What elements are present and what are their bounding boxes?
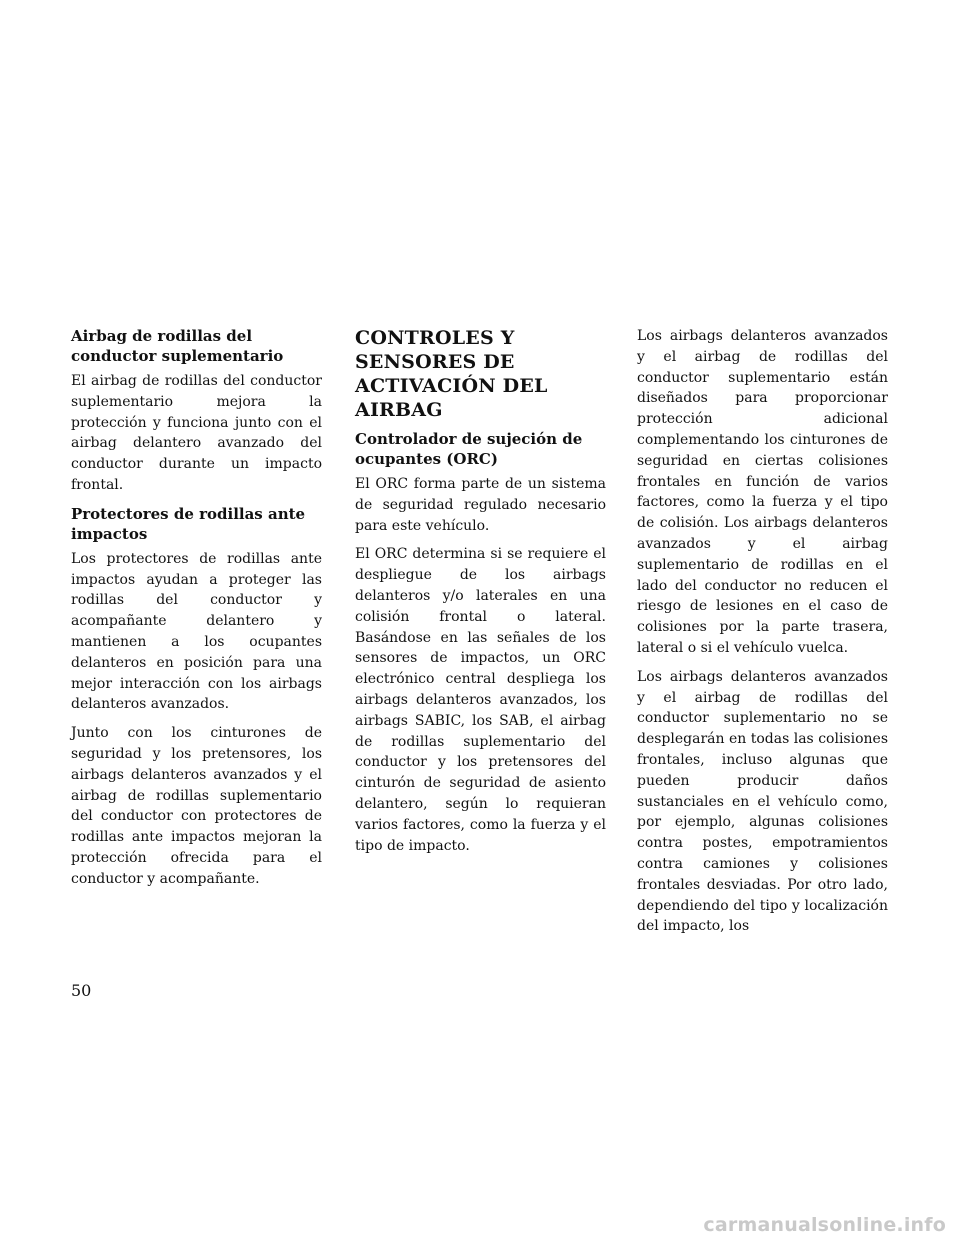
section-title: CONTROLES Y SENSORES DE ACTIVACIÓN DEL AIRBAG — [355, 327, 548, 421]
paragraph-knee-bolsters: Los protectores de rodillas ante impactos ayudan a proteger las rodillas del conductor y acompañante delantero y mantienen a los ocupantes delanteros en posición para una mejor interacción con los airbags delanteros avanzados. — [71, 550, 322, 713]
column-left — [71, 326, 322, 898]
paragraph-orc-deploy: El ORC determina si se requiere el despliegue de los airbags delanteros y/o laterales en una colisión frontal o lateral. Basándose en las señales de los sensores de impactos, un ORC electrónico central despliega los airbags delanteros avanzados, los airbags SABIC, los SAB, el airbag de rodillas suplementario del conductor y los pretensores del cinturón de seguridad de asiento delantero, según lo requieran varios factores, como la fuerza y el tipo de impacto. — [355, 546, 606, 854]
paragraph-orc-intro: El ORC forma parte de un sistema de seguridad regulado necesario para este vehículo. — [355, 476, 606, 534]
column-right — [637, 326, 888, 945]
paragraph-knee-airbag: El airbag de rodillas del conductor suplementario mejora la protección y funciona junto con el airbag delantero avanzado del conductor durante un impacto frontal. — [71, 373, 322, 493]
heading-knee-airbag: Airbag de rodillas del conductor suplementario — [71, 327, 284, 365]
paragraph-no-deploy: Los airbags delanteros avanzados y el airbag de rodillas del conductor suplementario no se desplegarán en todas las colisiones frontales, incluso algunas que pueden producir daños sustanciales en el vehículo como, por ejemplo, algunas colisiones contra postes, empotramientos contra camiones y colisiones frontales desviadas. Por otro lado, dependiendo del tipo y localización del impacto, los — [637, 668, 888, 935]
heading-orc: Controlador de sujeción de ocupantes (ORC) — [355, 430, 583, 468]
page-number: 50 — [71, 981, 92, 1000]
watermark: carmanualsonline.info — [703, 1214, 946, 1236]
paragraph-protection: Los airbags delanteros avanzados y el airbag de rodillas del conductor suplementario están diseñados para proporcionar protección adicional complementando los cinturones de seguridad en ciertas colisiones frontales en función de varios factores, como la fuerza y el tipo de colisión. Los airbags delanteros avanzados y el airbag suplementario de rodillas en el lado del conductor no reducen el riesgo de lesiones en el caso de colisiones por la parte trasera, lateral o si el vehículo vuelca. — [637, 328, 888, 656]
paragraph-seatbelts: Junto con los cinturones de seguridad y los pretensores, los airbags delanteros avanzados y el airbag de rodillas suplementario del conductor con protectores de rodillas ante impactos mejoran la protección ofrecida para el conductor y acompañante. — [71, 725, 322, 887]
heading-knee-bolsters: Protectores de rodillas ante impactos — [71, 504, 306, 543]
column-middle — [355, 326, 606, 864]
